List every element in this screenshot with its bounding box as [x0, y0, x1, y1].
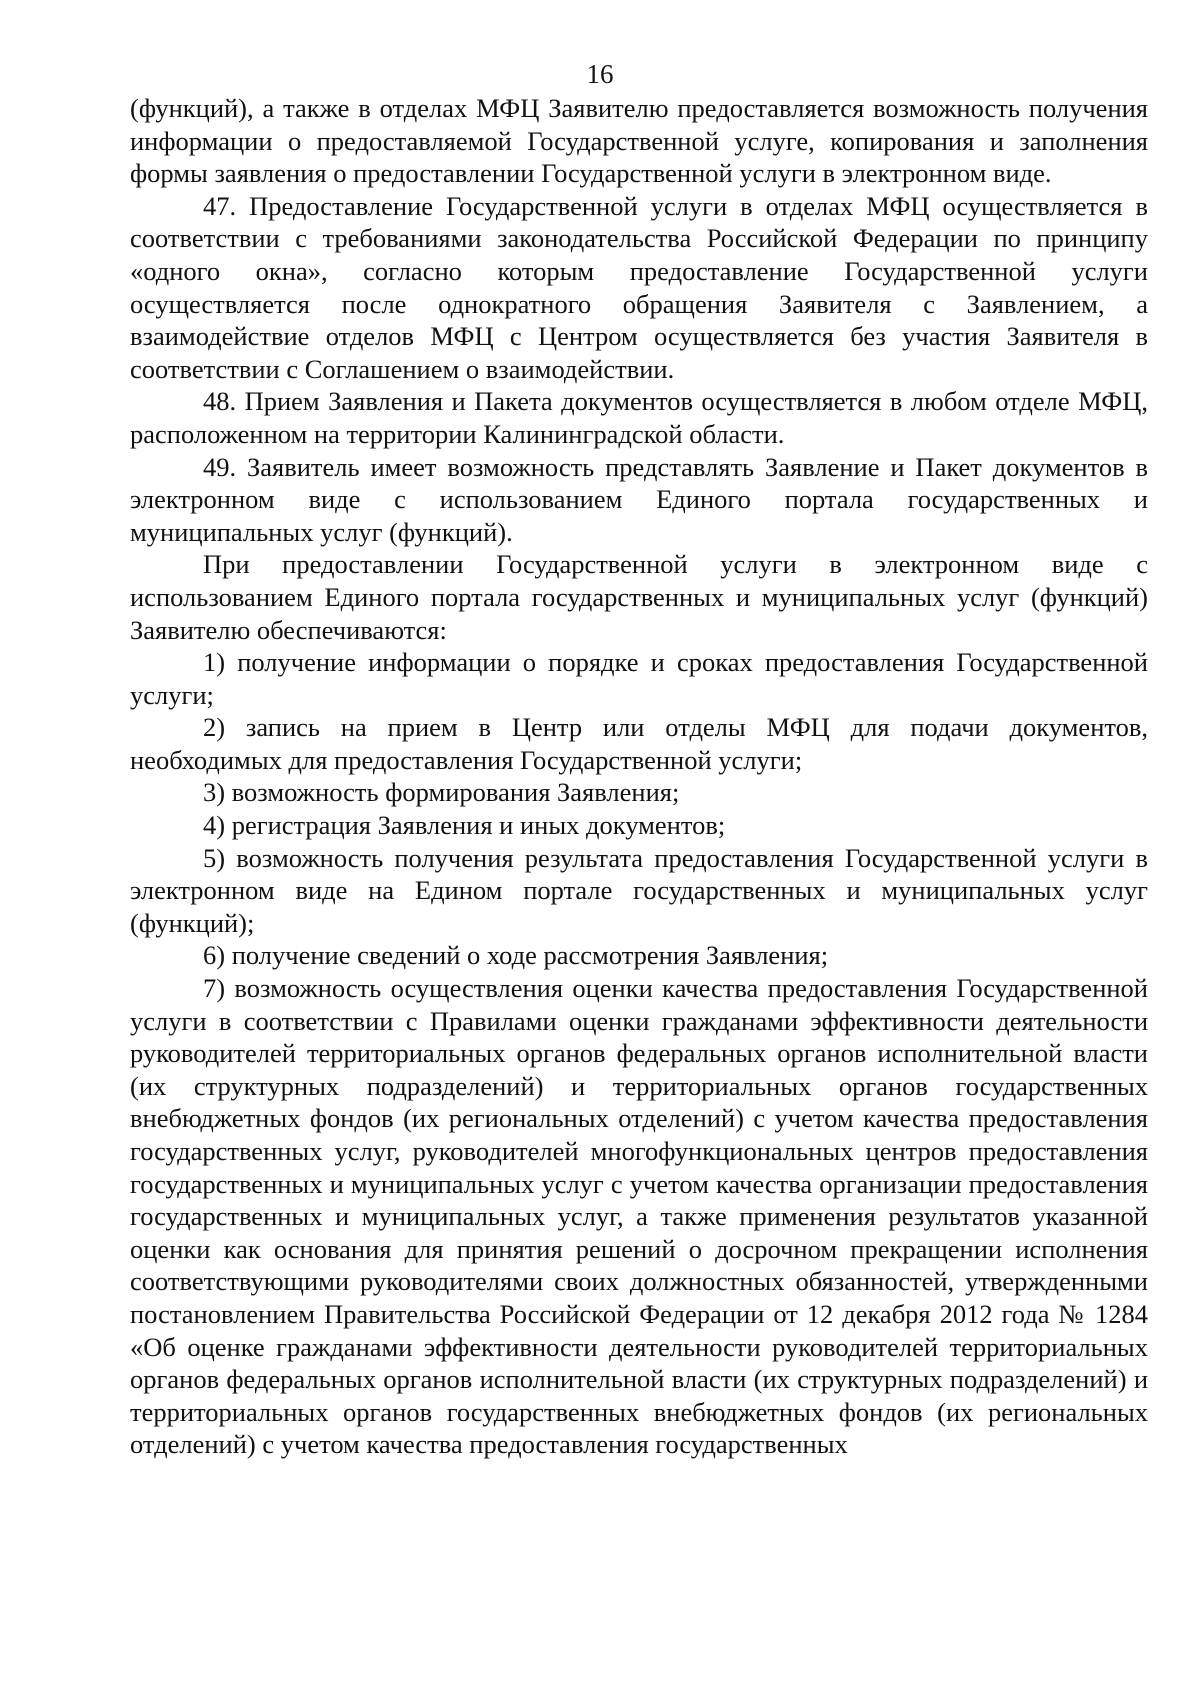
list-item-6: 6) получение сведений о ходе рассмотрения Заявления;: [203, 940, 829, 971]
list-item-3: 3) возможность формирования Заявления;: [203, 777, 680, 808]
paragraph-48: 48. Прием Заявления и Пакета документов осуществляется в любом отделе МФЦ, расположенном на территории Калининградской области.: [130, 386, 1148, 449]
paragraph-47: 47. Предоставление Государственной услуги в отделах МФЦ осуществляется в соответствии с требованиями законодательства Российской Федерации по принципу «одного окна», согласно которым предоставление Государственной услуги осуществляется после однократного обращения Заявителя с Заявлением, а взаимодействие отделов МФЦ с Центром осуществляется без участия Заявителя в соответствии с Соглашением о взаимодействии.: [130, 190, 1148, 384]
paragraph-continuation: (функций), а также в отделах МФЦ Заявителю предоставляется возможность получения информации о предоставляемой Государственной услуге, копирования и заполнения формы заявления о предоставлении Государственной услуги в электронном виде.: [130, 93, 1148, 189]
list-item-7: 7) возможность осуществления оценки качества предоставления Государственной услуги в соответствии с Правилами оценки гражданами эффективности деятельности руководителей территориальных органов федеральных органов исполнительной власти (их структурных подразделений) и территориальных органов государственных внебюджетных фондов (их региональных отделений) с учетом качества предоставления государственных услуг, руководителей многофункциональных центров предоставления государственных и муниципальных услуг с учетом качества организации предоставления государственных и муниципальных услуг, а также применения результатов указанной оценки как основания для принятия решений о досрочном прекращении исполнения соответствующими руководителями своих должностных обязанностей, утвержденными постановлением Правительства Российской Федерации от 12 декабря 2012 года № 1284 «Об оценке гражданами эффективности деятельности руководителей территориальных органов федеральных органов исполнительной власти (их структурных подразделений) и территориальных органов государственных внебюджетных фондов (их региональных отделений) с учетом качества предоставления государственных: [130, 973, 1148, 1460]
list-item-2: 2) запись на прием в Центр или отделы МФЦ для подачи документов, необходимых для предоставления Государственной услуги;: [130, 712, 1148, 775]
page-number: 16: [586, 59, 614, 89]
list-item-4: 4) регистрация Заявления и иных документов;: [203, 810, 726, 841]
document-body: [130, 92, 1148, 1461]
paragraph-electronic-services-intro: При предоставлении Государственной услуги в электронном виде с использованием Единого портала государственных и муниципальных услуг (функций) Заявителю обеспечиваются:: [130, 549, 1148, 645]
list-item-1: 1) получение информации о порядке и сроках предоставления Государственной услуги;: [130, 647, 1148, 710]
list-item-5: 5) возможность получения результата предоставления Государственной услуги в электронном виде на Едином портале государственных и муниципальных услуг (функций);: [130, 842, 1148, 938]
paragraph-49: 49. Заявитель имеет возможность представлять Заявление и Пакет документов в электронном виде с использованием Единого портала государственных и муниципальных услуг (функций).: [130, 451, 1148, 547]
